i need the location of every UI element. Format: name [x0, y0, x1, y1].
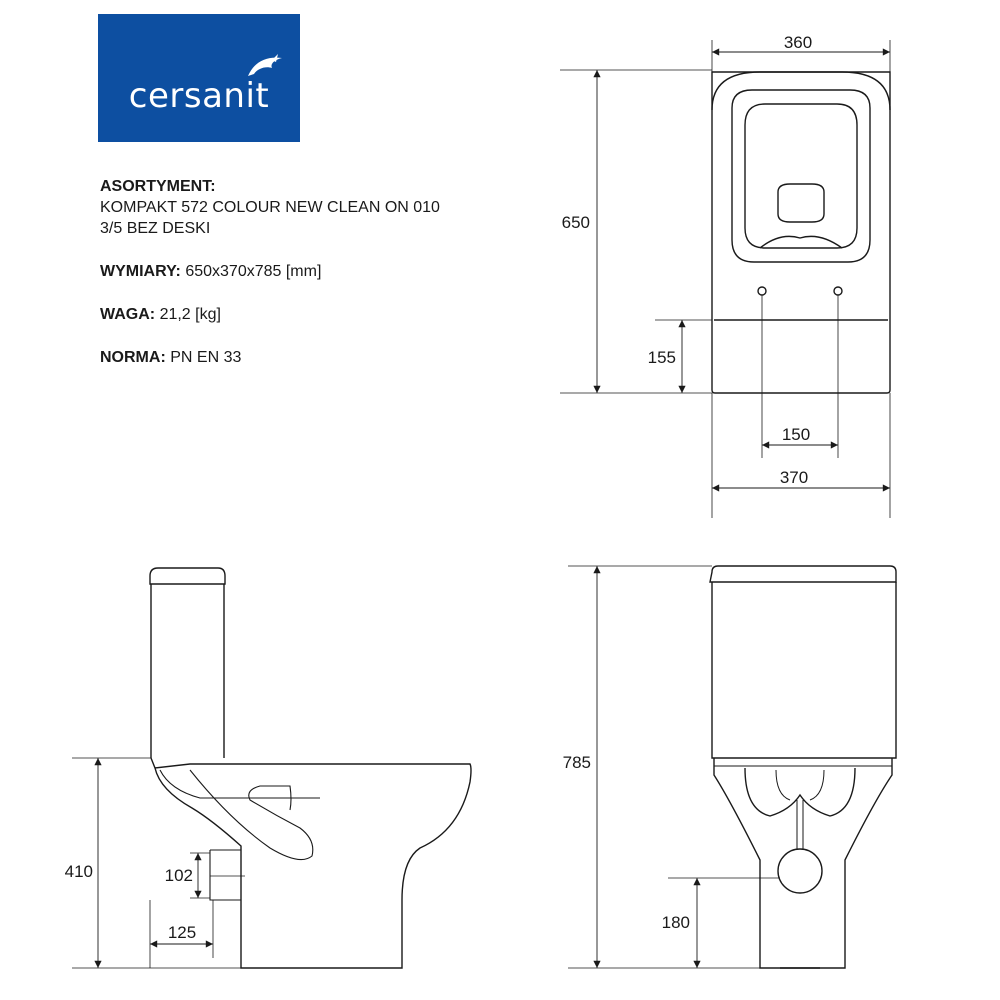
side-view	[72, 568, 471, 968]
dim-785: 785	[562, 753, 591, 772]
side-trap-curve	[190, 770, 313, 860]
dim-180: 180	[661, 913, 690, 932]
side-bowl-outline	[151, 758, 471, 968]
bowl-front	[714, 758, 892, 968]
front-view	[568, 566, 896, 968]
dim-360: 360	[783, 33, 813, 52]
bowl-drain	[778, 184, 824, 222]
dim-155: 155	[647, 348, 676, 367]
tank-body	[712, 582, 896, 758]
weight-value: 21,2 [kg]	[159, 306, 221, 323]
mount-hole-left	[758, 287, 766, 295]
weight-label: WAGA:	[100, 306, 156, 323]
top-view	[560, 40, 890, 518]
dimensions-label: WYMIARY:	[100, 263, 181, 280]
tank-lid	[710, 566, 896, 582]
norm-value: PN EN 33	[170, 349, 242, 366]
side-outlet	[210, 850, 241, 900]
bowl-inner	[745, 104, 857, 248]
dimensions-value: 650x370x785 [mm]	[185, 263, 322, 280]
outlet-circle	[778, 849, 822, 893]
assortment-label: ASORTYMENT:	[100, 178, 216, 195]
bowl-front-curve	[760, 236, 842, 248]
side-tank-body	[151, 584, 224, 758]
brand-name: cersanit	[128, 76, 270, 116]
dim-650: 650	[561, 213, 590, 232]
bowl-outer	[732, 90, 870, 262]
dim-150: 150	[781, 425, 811, 444]
norm-label: NORMA:	[100, 349, 166, 366]
dim-125: 125	[167, 923, 197, 942]
dim-370: 370	[779, 468, 809, 487]
side-tank-lid	[150, 568, 225, 584]
dim-102: 102	[164, 866, 193, 885]
bowl-inner-curve	[745, 768, 855, 816]
mount-hole-right	[834, 287, 842, 295]
assortment-line2: 3/5 BEZ DESKI	[100, 220, 211, 237]
assortment-line1: KOMPAKT 572 COLOUR NEW CLEAN ON 010	[100, 199, 440, 216]
dim-410: 410	[64, 862, 93, 881]
top-outline	[712, 72, 890, 393]
